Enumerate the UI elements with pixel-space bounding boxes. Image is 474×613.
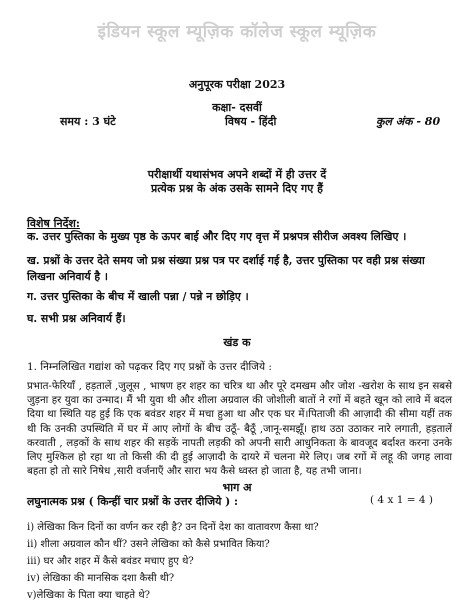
special-directions-heading: विशेष निर्देश: bbox=[27, 217, 80, 230]
question-1-prompt: 1. निम्नलिखित गद्यांश को पढ़कर दिए गए प्रश्नों के उत्तर दीजिये : bbox=[27, 361, 272, 373]
short-question-item: iv) लेखिका की मानसिक दशा कैसी थी? bbox=[27, 573, 175, 584]
time-label: समय : 3 घंटे bbox=[60, 115, 116, 128]
short-questions-marks: ( 4 x 1 = 4 ) bbox=[370, 494, 433, 506]
total-marks-label: कुल अंक - 80 bbox=[376, 115, 441, 128]
instruction-line-2: प्रत्येक प्रश्न के अंक उसके सामने दिए गए हैं bbox=[150, 182, 324, 195]
class-label: कक्षा- दसवीं bbox=[212, 101, 262, 114]
short-question-item: ii) शीला अग्रवाल कौन थीं? उसने लेखिका को कैसे प्रभावित किया? bbox=[27, 539, 270, 550]
part-title: भाग अ bbox=[222, 481, 252, 494]
direction-item: ख. प्रश्नों के उत्तर देते समय जो प्रश्न संख्या प्रश्न पत्र पर दर्शाई गई है, उत्तर पुस्तिका पर वही प्रश्न संख्या लिखना अनिवार्य है । bbox=[27, 254, 425, 283]
short-question-item: v)लेखिका के पिता क्या चाहते थे? bbox=[27, 590, 150, 601]
watermark-header: इंडियन स्कूल म्यूज़िक कॉलेज स्कूल म्यूज़िक bbox=[97, 22, 377, 42]
direction-item: ग. उत्तर पुस्तिका के बीच में खाली पन्ना / पन्ने न छोड़िए । bbox=[27, 290, 249, 303]
short-question-item: i) लेखिका किन दिनों का वर्णन कर रही है? उन दिनों देश का वातावरण कैसा था? bbox=[27, 522, 319, 533]
direction-item: क. उत्तर पुस्तिका के मुख्य पृष्ठ के ऊपर बाई और दिए गए वृत्त में प्रश्नपत्र सीरीज अवश्य लिखिए । bbox=[27, 230, 407, 243]
instruction-line-1: परीक्षार्थी यथासंभव अपने शब्दों में ही उत्तर दें bbox=[147, 168, 327, 181]
exam-title: अनुपूरक परीक्षा 2023 bbox=[188, 78, 286, 91]
short-question-item: iii) घर और शहर में कैसे बवंडर मचाए हुए थे? bbox=[27, 556, 194, 567]
reading-passage: प्रभात-फेरियाँ , हड़तालें ,जुलूस , भाषण हर शहर का चरित्र था और पूरे दमखम और जोश -खरोश के साथ इन सबसे जुड़ना हर युवा का उन्माद। मैं भी युवा थी और शीला अग्रवाल की जोशीली बातों ने रगों में बहते खून को लावे में बदल दिया था स्थिति यह हुई कि एक बवंडर शहर में मचा हुआ था और एक घर में।पिताजी की आज़ादी की सीमा यहीं तक थी कि उनकी उपस्थिति में घर में आए लोगों के बीच उठूँ- बैठूँ ,जानू-समझूँ। हाथ उठा उठाकर नारे लगाती, हड़तालें करवाती , लड़कों के साथ शहर की सड़कें नापती लड़की को अपनी सारी आधुनिकता के बावजूद बर्दाश्त करना उनके लिए मुश्किल हो रहा था तो किसी की दी हुई आज़ादी के दायरे में चलना मेरे लिए। जब रगों में लहू की जगह लावा बहता हो तो सारे निषेध ,सारी वर्जनाएँ और सारा भय कैसे ध्वस्त हो जाता है, यह तभी जाना। bbox=[27, 381, 452, 478]
section-title: खंड क bbox=[223, 336, 251, 349]
subject-label: विषय - हिंदी bbox=[225, 115, 277, 128]
direction-item: घ. सभी प्रश्न अनिवार्य हैं। bbox=[27, 312, 126, 325]
short-questions-label: लघुनात्मक प्रश्न ( किन्हीं चार प्रश्नों के उत्तर दीजिये ) : bbox=[27, 495, 239, 508]
